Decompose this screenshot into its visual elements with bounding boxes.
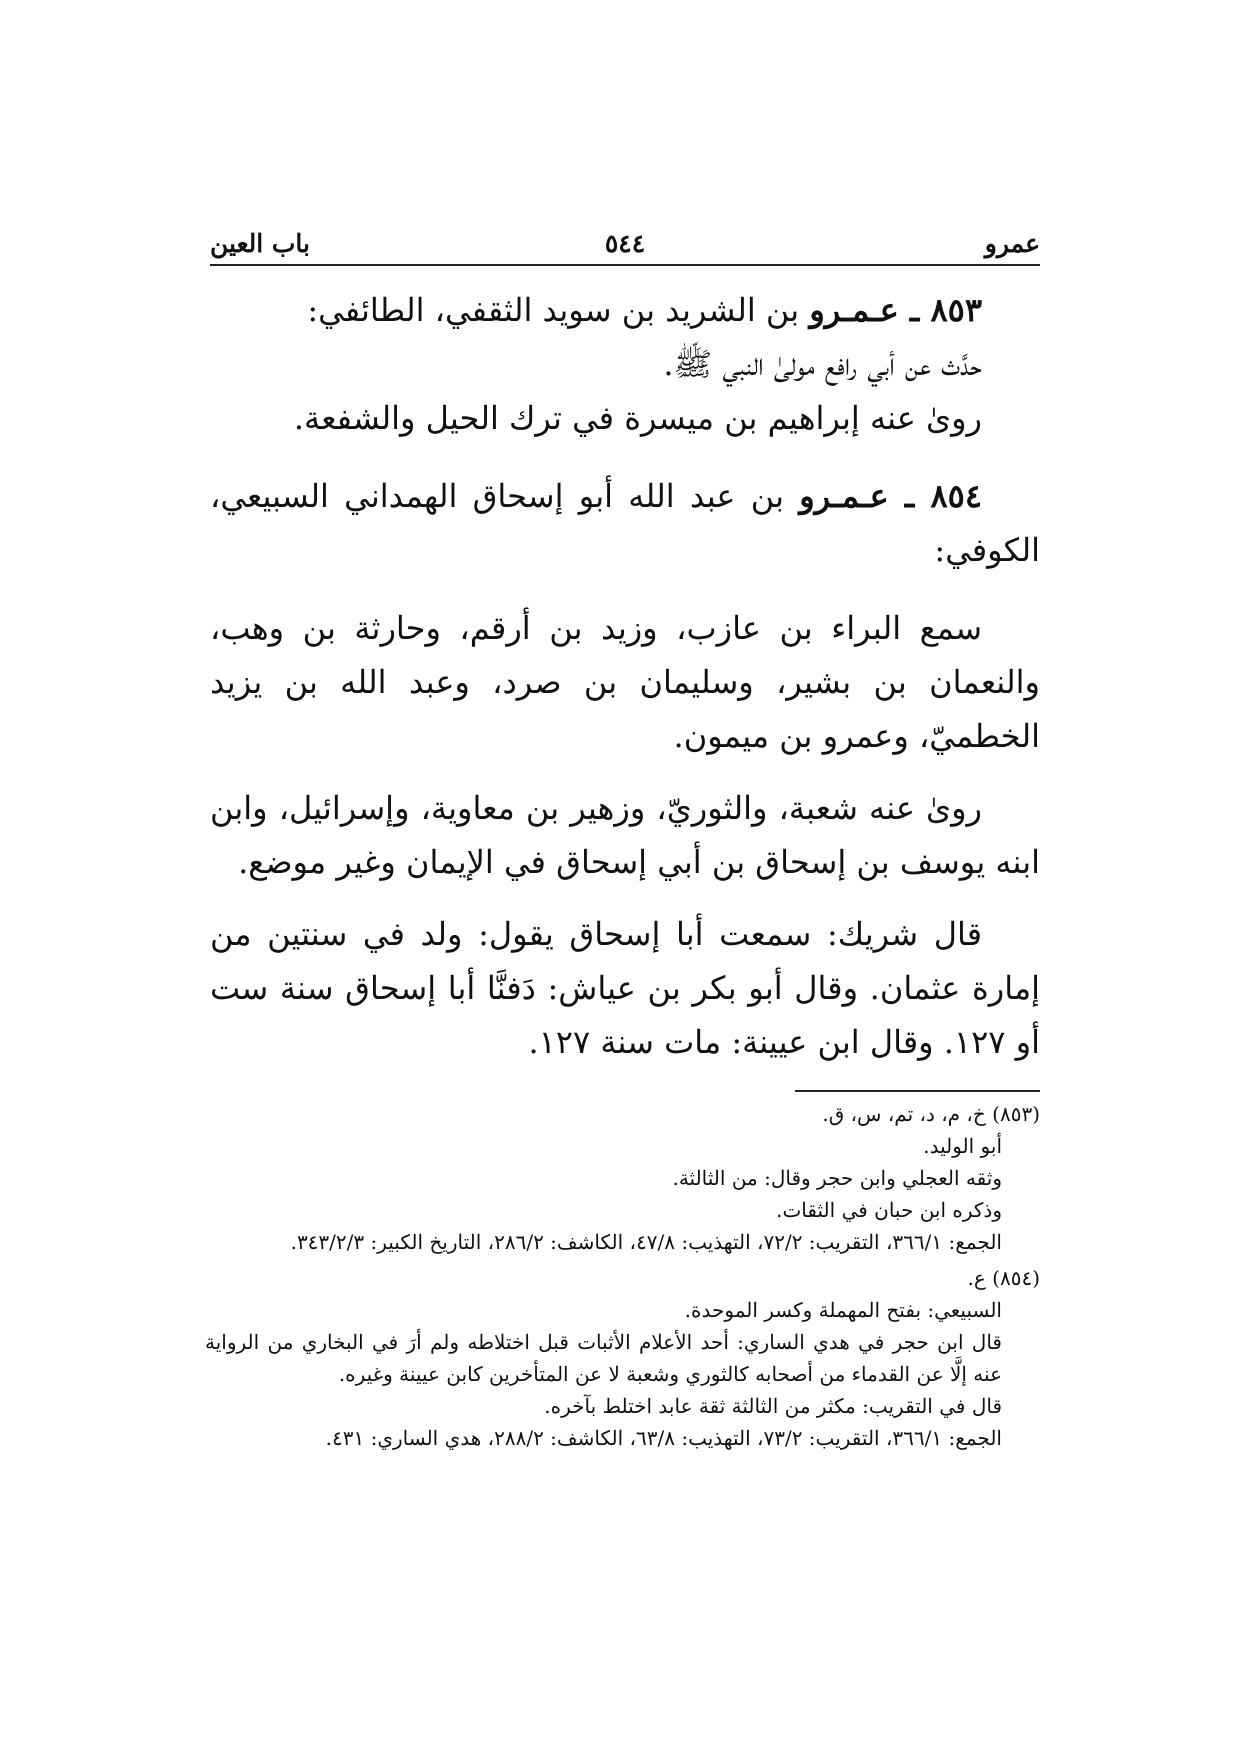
footnote-line: قال ابن حجر في هدي الساري: أحد الأعلام الأثبات قبل اختلاطه ولم أرَ في البخاري من الرواية عنه إلَّا عن القدماء من أصحابه كالثوري وشعبة لا عن المتأخرين كابن عيينة وغيره. [205,1330,1002,1386]
entry-title-text: بن عبد الله أبو إسحاق الهمداني السبيعي، الكوفي: [210,477,1040,569]
entry-paragraph: روىٰ عنه شعبة، والثوريّ، وزهير بن معاوية، وإسرائيل، وابن ابنه يوسف بن إسحاق بن أبي إسحاق في الإيمان وغير موضع. [210,789,1040,881]
entry-line: حدَّث عن أبي رافع مولىٰ النبي ﷺ. [663,345,982,383]
entry-854 [210,469,1040,577]
entry-number: ٨٥٤ ـ عـمـرو [799,477,982,515]
footnote-marker: (٨٥٤) ع. [967,1266,1040,1290]
entry-number: ٨٥٣ ـ عـمـرو [809,291,982,329]
entry-title-text: بن الشريد بن سويد الثقفي، الطائفي: [307,291,810,329]
main-text [210,283,1040,1087]
footnote-line: الجمع: ٣٦٦/١، التقريب: ٧٢/٢، التهذيب: ٤٧/٨، الكاشف: ٢٨٦/٢، التاريخ الكبير: ٣٤٣/٢/٣. [290,1230,1002,1254]
footnote-853 [205,1098,1040,1258]
header-entry-name: عمرو [984,229,1040,258]
footnote-line: الجمع: ٣٦٦/١، التقريب: ٧٣/٢، التهذيب: ٦٣/٨، الكاشف: ٢٨٨/٢، هدي الساري: ٤٣١. [325,1426,1002,1450]
entry-paragraph: سمع البراء بن عازب، وزيد بن أرقم، وحارثة بن وهب، والنعمان بن بشير، وسليمان بن صرد، وعبد الله بن يزيد الخطميّ، وعمرو بن ميمون. [210,609,1041,755]
footnotes [205,1098,1040,1458]
footnote-854 [205,1262,1040,1454]
entry-853 [210,283,1040,445]
header-chapter-title: باب العين [210,229,311,258]
entry-line: روىٰ عنه إبراهيم بن ميسرة في ترك الحيل والشفعة. [293,399,982,437]
footnote-line: السبيعي: بفتح المهملة وكسر الموحدة. [684,1298,1002,1322]
footnote-divider [795,1090,1040,1092]
page-number: ٥٤٤ [604,229,646,258]
entry-title [210,469,1040,577]
footnote-line: وذكره ابن حبان في الثقات. [776,1198,1002,1222]
entry-title [210,283,1040,337]
entry-paragraph: قال شريك: سمعت أبا إسحاق يقول: ولد في سنتين من إمارة عثمان. وقال أبو بكر بن عياش: دَفنَّا أبا إسحاق سنة ست أو ١٢٧. وقال ابن عيينة: مات سنة ١٢٧. [210,915,1040,1061]
footnote-marker: (٨٥٣) خ، م، د، تم، س، ق. [822,1102,1040,1126]
footnote-line: وثقه العجلي وابن حجر وقال: من الثالثة. [672,1166,1002,1190]
footnote-line: قال في التقريب: مكثر من الثالثة ثقة عابد اختلط بآخره. [544,1394,1002,1418]
footnote-line: أبو الوليد. [923,1134,1002,1158]
running-header [210,222,1040,266]
